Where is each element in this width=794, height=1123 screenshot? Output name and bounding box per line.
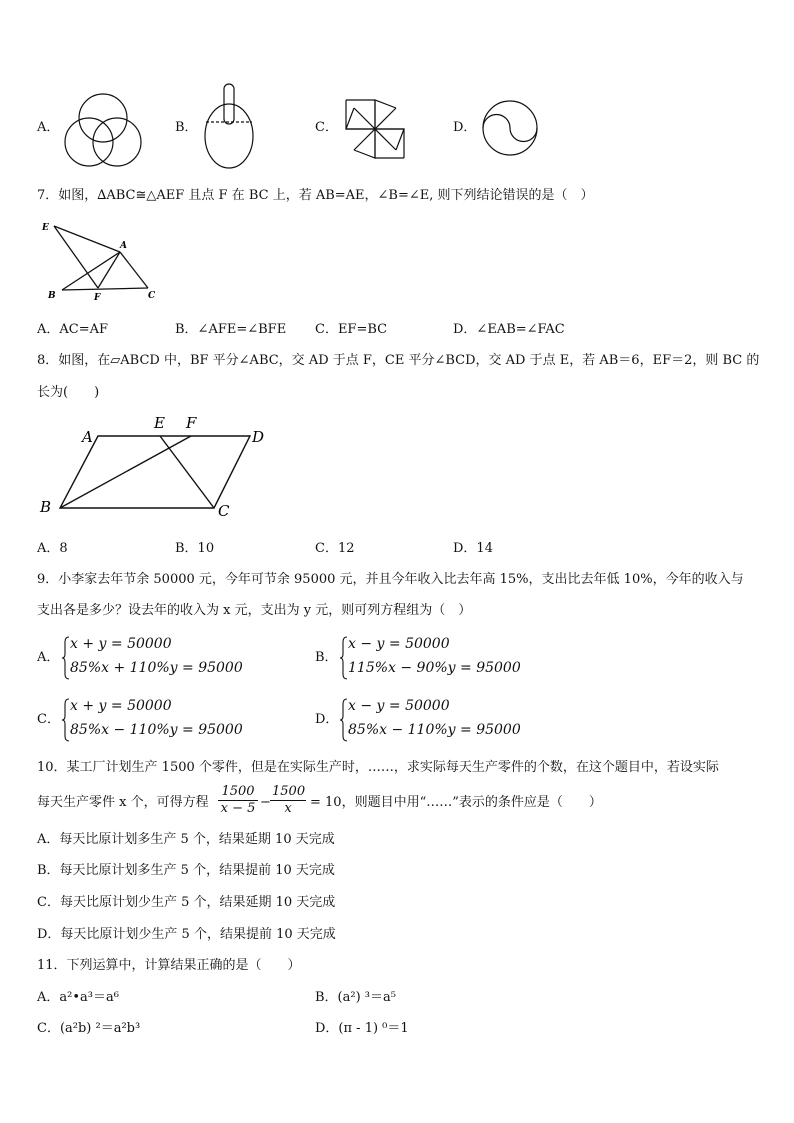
- q11-option-b: B．(a²) ³＝a⁵: [315, 990, 396, 1005]
- q10-fraction-2-numerator: 1500: [272, 784, 306, 799]
- q7-triangle-figure: [36, 218, 166, 308]
- pinwheel-figure: [344, 98, 406, 160]
- q9-stem-line2: 支出各是多少？设去年的收入为 x 元，支出为 y 元，则可列方程组为（ ）: [37, 603, 472, 618]
- q7-option-b: B．∠AFE=∠BFE: [175, 322, 287, 337]
- q9-b-eq2: 115%x − 90%y = 95000: [348, 660, 521, 676]
- ping-pong-paddle-figure: [200, 82, 260, 174]
- q8-label-a: A: [82, 428, 93, 446]
- q7-label-a: A: [120, 241, 127, 251]
- q10-option-a: A．每天比原计划多生产 5 个，结果延期 10 天完成: [37, 832, 335, 847]
- q9-option-a-system: [62, 636, 262, 680]
- q9-option-b-label: B．: [315, 650, 338, 665]
- q8-option-d: D．14: [453, 541, 493, 556]
- q10-fraction-1: [218, 784, 258, 817]
- q8-label-f: F: [186, 414, 197, 432]
- q8-label-d: D: [252, 428, 265, 446]
- q10-fraction-2: [270, 784, 306, 817]
- q7-label-b: B: [48, 291, 56, 301]
- q6-option-d-label: D．: [453, 120, 477, 135]
- q11-stem: 11．下列运算中，计算结果正确的是（ ）: [37, 958, 301, 973]
- q6-option-a-label: A．: [37, 120, 60, 135]
- q9-c-eq2: 85%x − 110%y = 95000: [70, 722, 243, 738]
- q9-b-eq1: x − y = 50000: [348, 636, 450, 652]
- q10-fraction-1-numerator: 1500: [218, 784, 258, 801]
- q9-option-c-system: [62, 698, 262, 742]
- q10-option-c: C．每天比原计划少生产 5 个，结果延期 10 天完成: [37, 895, 336, 910]
- q7-label-f: F: [94, 293, 101, 303]
- q10-minus: −: [260, 795, 271, 810]
- q9-d-eq1: x − y = 50000: [348, 698, 450, 714]
- q7-option-a: A．AC=AF: [37, 322, 109, 337]
- trefoil-knot-figure: [60, 90, 146, 170]
- q7-option-c: C．EF=BC: [315, 322, 388, 337]
- q9-option-d-label: D．: [315, 712, 339, 727]
- left-brace-icon: [340, 698, 348, 742]
- q8-stem-line1: 8．如图，在▱ABCD 中，BF 平分∠ABC，交 AD 于点 F，CE 平分∠BCD，交 AD 于点 E，若 AB＝6，EF＝2，则 BC 的: [37, 353, 760, 368]
- q10-fraction-2-denominator: x: [284, 801, 292, 816]
- q9-a-eq1: x + y = 50000: [70, 636, 172, 652]
- q10-option-b: B．每天比原计划多生产 5 个，结果提前 10 天完成: [37, 863, 335, 878]
- q9-c-eq1: x + y = 50000: [70, 698, 172, 714]
- q10-stem-line2-post: = 10，则题目中用“……”表示的条件应是（ ）: [310, 795, 602, 810]
- q7-label-e: E: [42, 223, 49, 233]
- q9-a-eq2: 85%x + 110%y = 95000: [70, 660, 243, 676]
- q8-parallelogram-figure: [36, 410, 276, 522]
- q8-option-b: B．10: [175, 541, 215, 556]
- yin-yang-curve-figure: [480, 98, 540, 158]
- q9-option-d-system: [340, 698, 560, 742]
- q10-stem-line1: 10．某工厂计划生产 1500 个零件，但是在实际生产时，……，求实际每天生产零件的个数，在这个题目中，若设实际: [37, 760, 719, 775]
- q7-option-d: D．∠EAB=∠FAC: [453, 322, 565, 337]
- q6-option-b-label: B．: [175, 120, 198, 135]
- q8-label-b: B: [40, 498, 52, 516]
- left-brace-icon: [62, 636, 70, 680]
- q10-option-d: D．每天比原计划少生产 5 个，结果提前 10 天完成: [37, 927, 336, 942]
- q10-fraction-1-denominator: x − 5: [220, 801, 256, 816]
- q9-option-b-system: [340, 636, 560, 680]
- left-brace-icon: [340, 636, 348, 680]
- q8-label-e: E: [154, 414, 165, 432]
- q9-option-c-label: C．: [37, 712, 60, 727]
- q9-stem-line1: 9．小李家去年节余 50000 元，今年可节余 95000 元，并且今年收入比去年高 15%，支出比去年低 10%，今年的收入与: [37, 572, 744, 587]
- q7-label-c: C: [148, 291, 156, 301]
- q8-option-c: C．12: [315, 541, 355, 556]
- left-brace-icon: [62, 698, 70, 742]
- q8-stem-line2: 长为( ): [37, 385, 100, 400]
- q6-option-c-label: C．: [315, 120, 338, 135]
- q9-option-a-label: A．: [37, 650, 60, 665]
- q7-stem: 7．如图，∆ABC≅△AEF 且点 F 在 BC 上，若 AB=AE，∠B=∠E, 则下列结论错误的是（ ）: [37, 188, 594, 203]
- q11-option-c: C．(a²b) ²＝a²b³: [37, 1021, 141, 1036]
- q9-d-eq2: 85%x − 110%y = 95000: [348, 722, 521, 738]
- q11-option-d: D．(π - 1) ⁰＝1: [315, 1021, 409, 1036]
- q10-stem-line2-pre: 每天生产零件 x 个，可得方程: [37, 795, 209, 810]
- q8-option-a: A．8: [37, 541, 68, 556]
- q11-option-a: A．a²•a³＝a⁶: [37, 990, 119, 1005]
- q8-label-c: C: [218, 502, 230, 520]
